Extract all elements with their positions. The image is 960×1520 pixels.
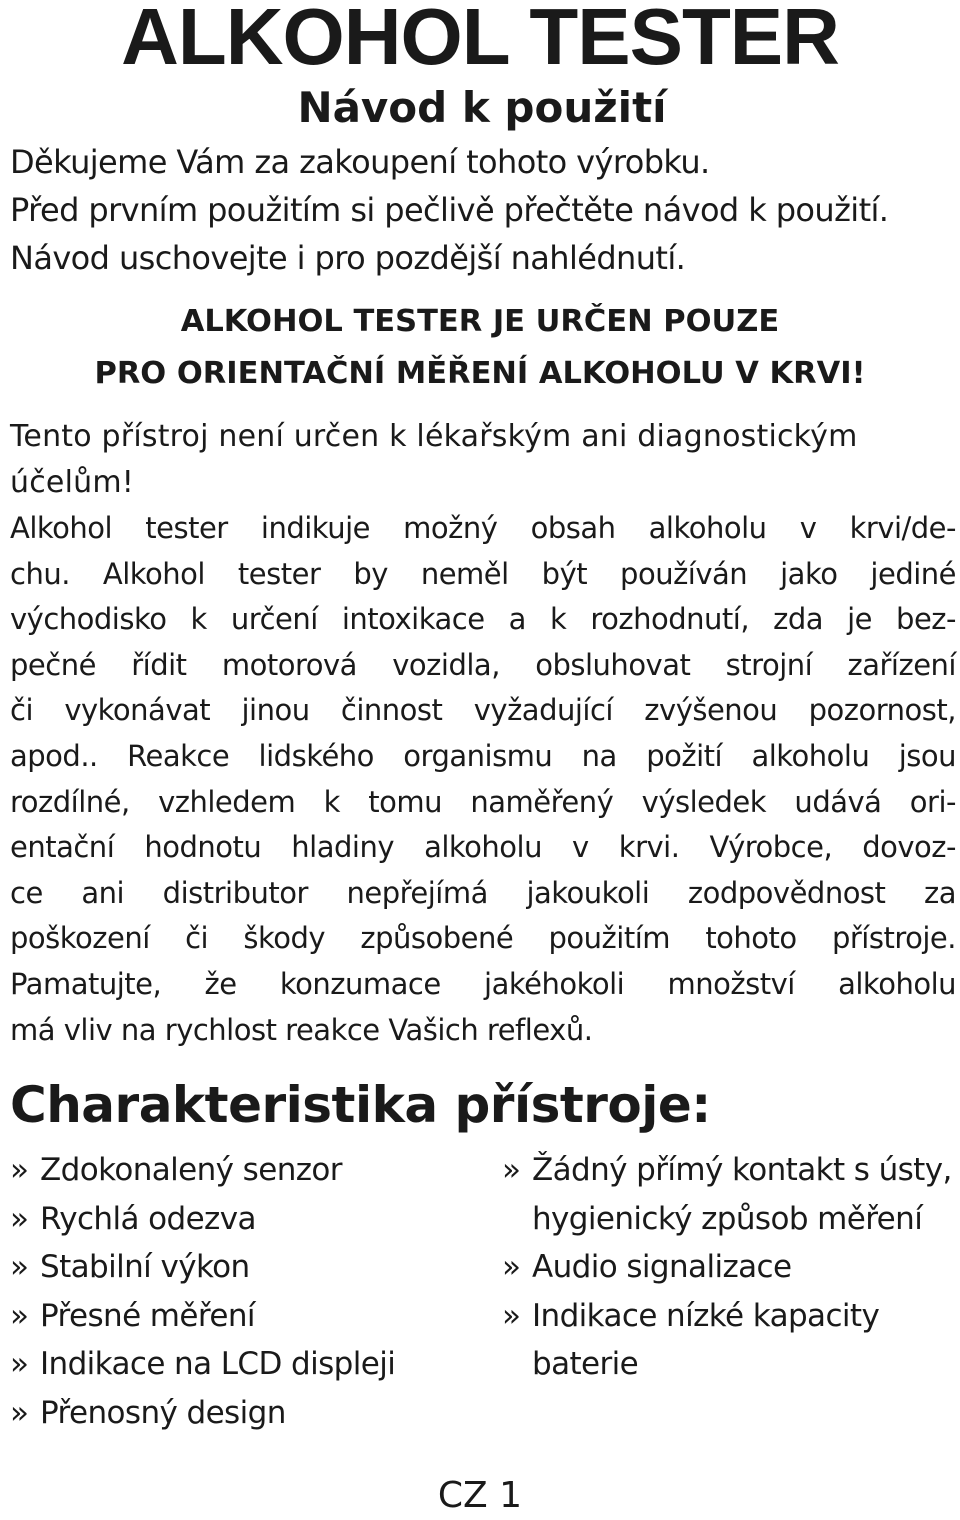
intro-line: Návod uschovejte i pro pozdější nahlédnutí. [10,239,686,277]
body-line: rozdílné, vzhledem k tomu naměřený výsledek udává ori- [10,784,956,819]
feature-item: » Stabilní výkon [10,1243,480,1292]
bullet-icon: » [502,1249,521,1286]
features-list-left [10,1146,480,1438]
body-line: chu. Alkohol tester by neměl být používán jako jediné [10,556,956,591]
bullet-icon: » [10,1200,29,1237]
document-subtitle: Návod k použití [297,83,667,132]
feature-item: » Indikace nízké kapacity baterie [502,1292,957,1389]
body-line: Alkohol tester indikuje možný obsah alkoholu v krvi/de- [10,511,956,545]
feature-item: » Zdokonalený senzor [10,1146,480,1195]
warning-line: PRO ORIENTAČNÍ MĚŘENÍ ALKOHOLU V KRVI! [94,356,866,391]
disclaimer-line: účelům! [10,465,134,500]
feature-item: » Rychlá odezva [10,1195,480,1244]
body-line: entační hodnotu hladiny alkoholu v krvi. Výrobce, dovoz- [10,830,956,865]
intro-paragraph [10,138,955,282]
warning-heading [0,296,960,400]
body-line: východisko k určení intoxikace a k rozhodnutí, zda je bez- [10,602,956,637]
bullet-icon: » [10,1346,29,1383]
bullet-icon: » [10,1152,29,1188]
features-list-right [502,1146,957,1389]
body-line: pečné řídit motorová vozidla, obsluhovat strojní zařízení [10,647,956,682]
feature-item: » Přesné měření [10,1292,480,1341]
body-line: či vykonávat jinou činnost vyžadující zvýšenou pozornost, [10,693,956,728]
bullet-icon: » [502,1152,521,1188]
bullet-icon: » [10,1249,29,1286]
feature-item: » Indikace na LCD displeji [10,1340,480,1389]
body-line: poškození či škody způsobené použitím tohoto přístroje. [10,921,956,956]
disclaimer-body [10,506,956,1053]
disclaimer-line: Tento přístroj není určen k lékařským ani diagnostickým [10,419,858,454]
features-heading: Charakteristika přístroje: [10,1076,711,1134]
feature-item: » Audio signalizace [502,1243,957,1292]
intro-line: Děkujeme Vám za zakoupení tohoto výrobku. [10,143,710,181]
body-line: má vliv na rychlost reakce Vašich reflexů. [10,1012,593,1047]
document-title: ALKOHOL TESTER [121,0,839,81]
bullet-icon: » [10,1394,29,1431]
body-line: apod.. Reakce lidského organismu na požití alkoholu jsou [10,738,956,773]
feature-item: » Přenosný design [10,1389,480,1438]
page-number: CZ 1 [437,1475,523,1516]
bullet-icon: » [10,1297,29,1334]
warning-line: ALKOHOL TESTER JE URČEN POUZE [180,304,780,339]
bullet-icon: » [502,1297,521,1334]
body-line: ce ani distributor nepřejímá jakoukoli zodpovědnost za [10,875,956,910]
feature-item: » Žádný přímý kontakt s ústy, hygienický způsob měření [502,1146,957,1243]
medical-disclaimer [10,414,955,506]
body-line: Pamatujte, že konzumace jakéhokoli množství alkoholu [10,966,956,1001]
intro-line: Před prvním použitím si pečlivě přečtěte návod k použití. [10,191,889,229]
